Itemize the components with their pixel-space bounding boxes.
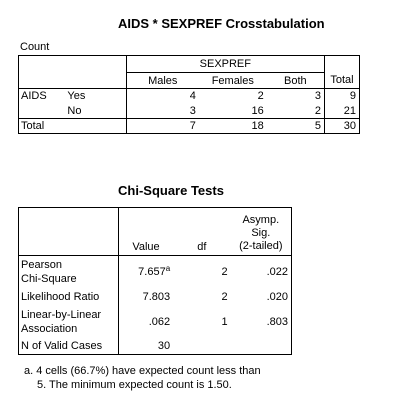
chisq-corner-cell bbox=[19, 208, 119, 256]
chisq-title: Chi-Square Tests bbox=[118, 183, 224, 198]
table-row bbox=[19, 119, 360, 134]
chisq-value-cell: 7.803 bbox=[118, 288, 173, 306]
crosstab-col-header: Males bbox=[126, 73, 199, 89]
crosstab-col-header: Females bbox=[199, 73, 267, 89]
crosstab-row-variable: AIDS bbox=[19, 89, 65, 104]
chisq-df-header: df bbox=[173, 208, 230, 256]
chisq-df-cell: 1 bbox=[221, 315, 228, 328]
chisq-value-cell: 7.657$^a$ bbox=[118, 256, 173, 288]
crosstab-row-total: 9 bbox=[325, 89, 360, 104]
chisq-row-label: N of Valid Cases bbox=[19, 338, 119, 355]
crosstab-total-row-label: Total bbox=[19, 119, 127, 134]
chisq-df-cell: 2 bbox=[221, 265, 228, 278]
crosstab-statistic-label: Count bbox=[20, 41, 50, 53]
crosstab-cell: 18 bbox=[199, 119, 267, 134]
crosstab-cell: 16 bbox=[251, 104, 264, 117]
crosstab-cell: 2 bbox=[314, 104, 322, 117]
table-row bbox=[19, 104, 360, 119]
table-row bbox=[19, 256, 292, 288]
crosstab-table bbox=[18, 55, 360, 134]
crosstab-corner-cell bbox=[19, 56, 127, 89]
chisq-table bbox=[18, 207, 292, 355]
crosstab-cell: 5 bbox=[267, 119, 325, 134]
crosstab-group-header: SEXPREF bbox=[126, 56, 324, 73]
table-row bbox=[19, 89, 360, 104]
crosstab-row-label: No bbox=[67, 104, 82, 117]
chisq-row-label: Likelihood Ratio bbox=[19, 288, 119, 306]
crosstab-row-total: 21 bbox=[325, 104, 360, 119]
chisq-value-cell: .062 bbox=[118, 306, 173, 338]
table-row bbox=[19, 288, 292, 306]
chisq-sig-cell: .020 bbox=[231, 288, 292, 306]
crosstab-cell: 7 bbox=[126, 119, 199, 134]
chisq-row-label: Linear-by-Linear Association bbox=[19, 306, 119, 338]
chisq-footnote-line2: 5. The minimum expected count is 1.50. bbox=[37, 379, 232, 391]
crosstab-row-label: Yes bbox=[64, 89, 126, 104]
crosstab-grand-total: 30 bbox=[325, 119, 360, 134]
crosstab-cell: 2 bbox=[199, 89, 267, 104]
crosstab-col-header: Both bbox=[267, 73, 325, 89]
crosstab-total-header: Total bbox=[325, 73, 360, 89]
table-row bbox=[19, 306, 292, 338]
crosstab-cell: 3 bbox=[126, 104, 199, 119]
table-row bbox=[19, 338, 292, 355]
chisq-value-header: Value bbox=[118, 208, 173, 256]
chisq-df-cell: 2 bbox=[221, 290, 228, 303]
chisq-sig-header: Asymp. Sig. (2-tailed) bbox=[231, 208, 292, 256]
crosstab-cell: 3 bbox=[267, 89, 325, 104]
crosstab-cell: 4 bbox=[126, 89, 199, 104]
chisq-sig-cell: .803 bbox=[231, 306, 292, 338]
crosstab-total-header-top bbox=[325, 56, 360, 73]
chisq-value-cell: 30 bbox=[118, 338, 173, 355]
crosstab-title: AIDS * SEXPREF Crosstabulation bbox=[118, 16, 325, 31]
footnote-mark: a bbox=[165, 263, 171, 273]
chisq-sig-cell: .022 bbox=[231, 256, 292, 288]
chisq-row-label: Pearson Chi-Square bbox=[19, 256, 119, 288]
chisq-footnote-line1: a. 4 cells (66.7%) have expected count less than bbox=[24, 365, 261, 377]
